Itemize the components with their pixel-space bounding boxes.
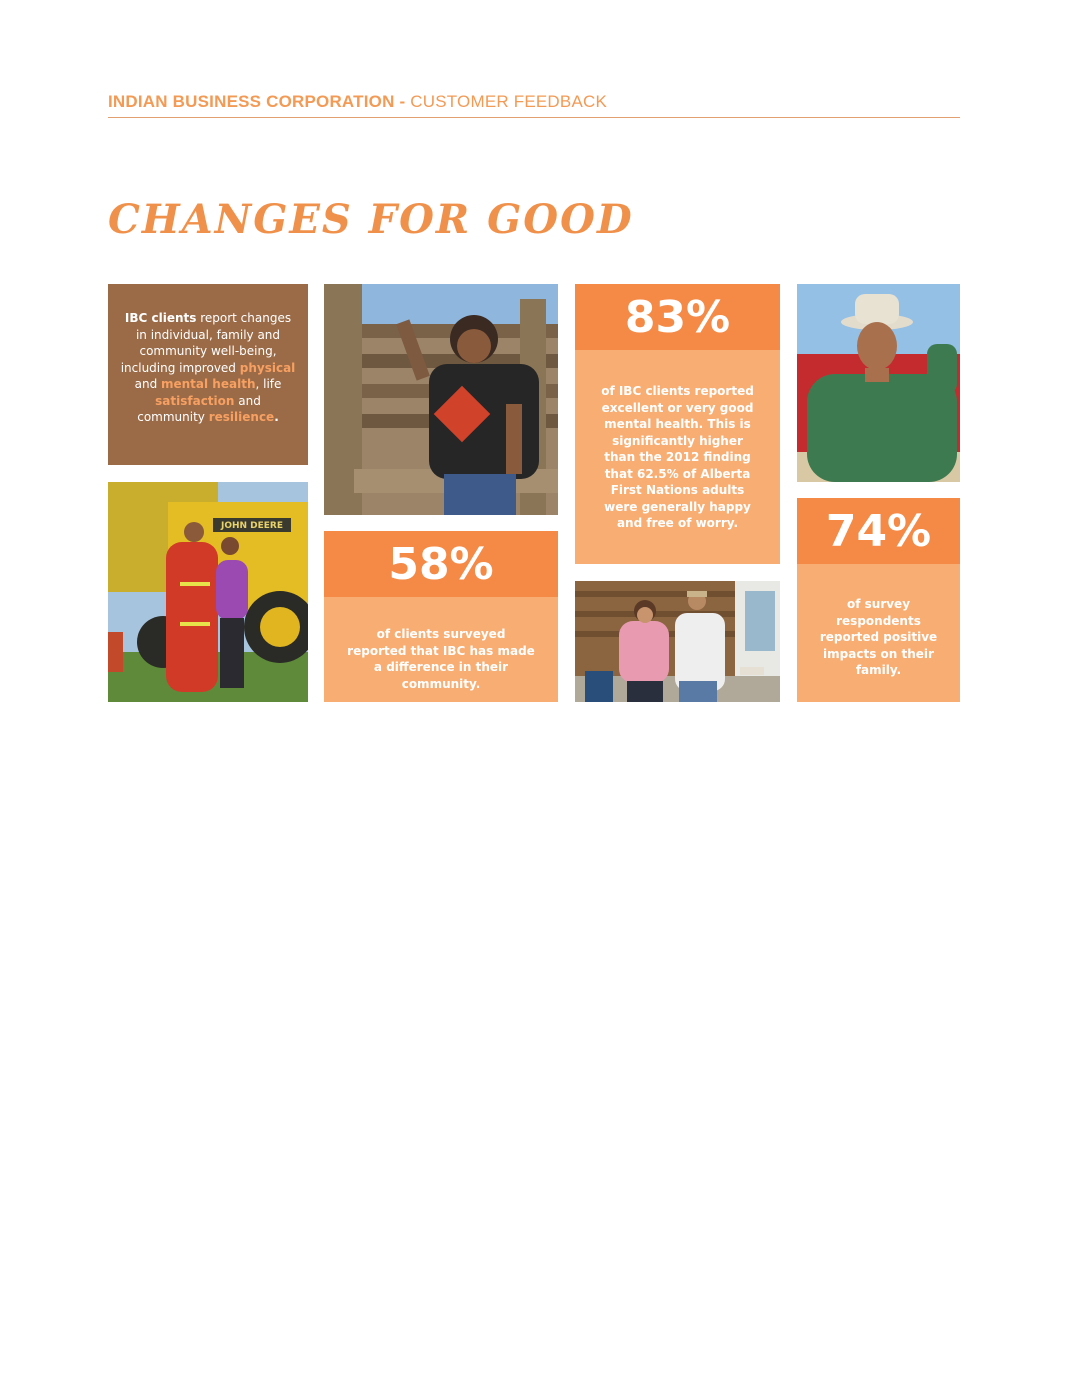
stat-74-text: of survey respondents reported positive impacts on their family.: [797, 564, 960, 702]
intro-text-5: .: [274, 410, 279, 424]
stat-58-text: of clients surveyed reported that IBC has made a difference in their community.: [324, 597, 558, 702]
header-divider: [108, 117, 960, 118]
grader-label: JOHN DEERE: [220, 521, 284, 531]
intro-box: [108, 284, 308, 465]
stat-58-value: 58%: [324, 531, 558, 597]
photo-grader-couple: [108, 482, 308, 702]
stat-74-value: 74%: [797, 498, 960, 564]
photo-man-cowboy-hat: [797, 284, 960, 482]
header-section: CUSTOMER FEEDBACK: [410, 92, 608, 111]
stat-83-value: 83%: [575, 284, 780, 350]
intro-highlight-resilience: resilience: [208, 410, 275, 424]
header-org: INDIAN BUSINESS CORPORATION: [108, 92, 395, 111]
intro-highlight-mental-health: mental health: [161, 377, 256, 391]
intro-highlight-physical: physical: [239, 360, 296, 375]
photo-man-fence: [324, 284, 558, 515]
intro-text-4: and community: [137, 393, 261, 424]
page-title: CHANGES FOR GOOD: [108, 196, 634, 243]
header-separator: -: [394, 92, 411, 111]
intro-highlight-satisfaction: satisfaction: [155, 393, 235, 408]
intro-text-1: report changes in individual, family and community well-being, including improved: [120, 311, 292, 375]
intro-text-3: , life: [255, 377, 282, 391]
page-header: [108, 92, 960, 112]
photo-couple-cabin: [575, 581, 780, 702]
stat-83-text: of IBC clients reported excellent or very good mental health. This is significantly higher than the 2012 finding that 62.5% of Alberta First Nations adults were generally happy and free of worry.: [575, 350, 780, 564]
intro-lead: IBC clients: [124, 311, 197, 325]
intro-text-2: and: [134, 377, 161, 391]
